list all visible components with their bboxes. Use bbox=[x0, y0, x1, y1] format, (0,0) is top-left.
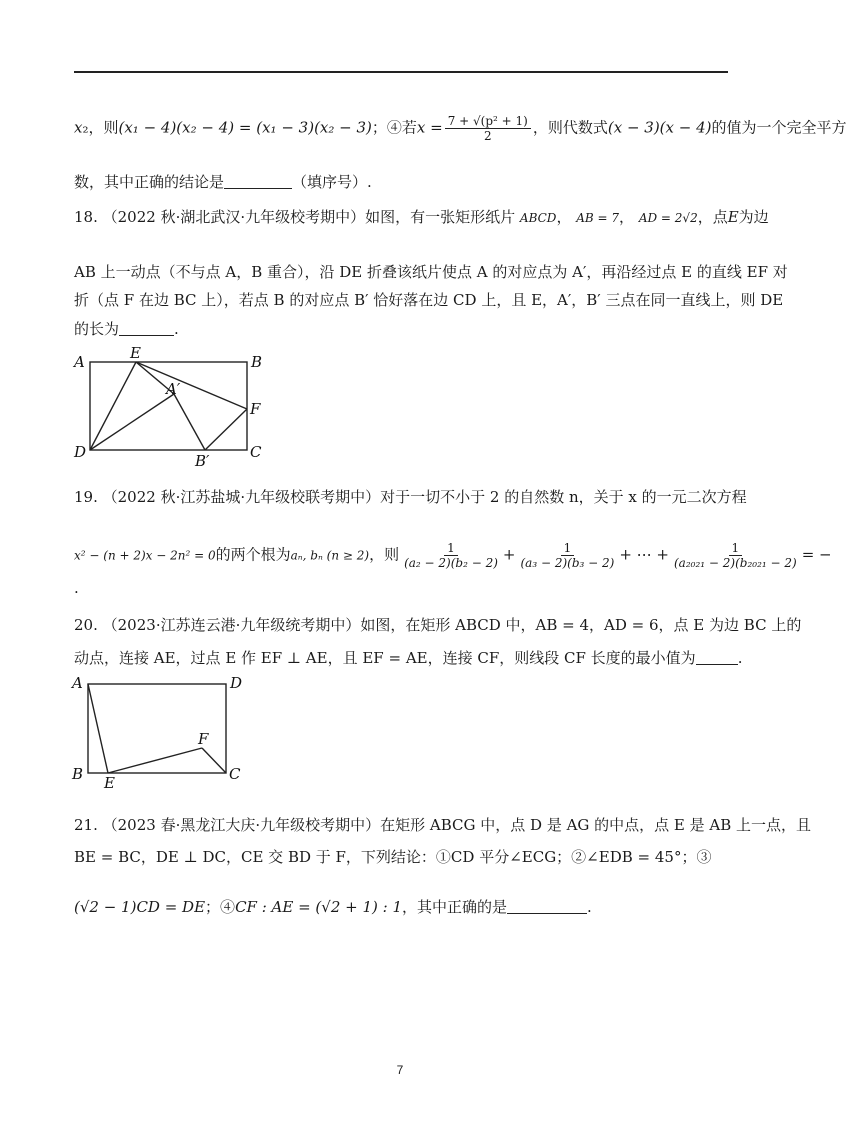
answer-blank[interactable] bbox=[696, 664, 738, 665]
var-x2: x bbox=[74, 118, 83, 137]
numerator: 1 bbox=[729, 541, 743, 556]
text: . bbox=[737, 649, 743, 667]
expression: (x − 3)(x − 4) bbox=[607, 118, 712, 137]
operator: + bbox=[502, 545, 516, 564]
question-number: 20. bbox=[74, 616, 98, 634]
q20-line-2 bbox=[74, 648, 742, 668]
text: 的两个根为 bbox=[215, 545, 291, 564]
operator: + ⋯ + bbox=[619, 545, 669, 564]
q18-figure bbox=[70, 340, 270, 470]
question-source: （2022 秋·湖北武汉·九年级校考期中） bbox=[102, 208, 366, 226]
text: 对于一切不小于 2 的自然数 n，关于 x 的一元二次方程 bbox=[380, 488, 747, 506]
question-number: 19. bbox=[74, 488, 98, 506]
var-x: x = bbox=[416, 118, 443, 137]
text: 数，其中正确的结论是 bbox=[74, 173, 225, 191]
text: ，其中正确的是 bbox=[402, 898, 508, 916]
segment-b1f bbox=[205, 409, 247, 450]
continuation-line-1 bbox=[74, 114, 847, 143]
label-a: A bbox=[72, 674, 83, 692]
fraction-3 bbox=[671, 541, 800, 570]
answer-blank[interactable] bbox=[224, 188, 292, 189]
text: . bbox=[174, 320, 179, 338]
label-f: F bbox=[250, 400, 261, 418]
text: ；④ bbox=[205, 898, 236, 916]
numerator: 1 bbox=[444, 541, 458, 556]
text: 在矩形 ABCG 中，点 D 是 AG 的中点，点 E 是 AB 上一点，且 bbox=[380, 816, 812, 834]
fraction bbox=[445, 114, 531, 143]
segment-a1b1 bbox=[174, 394, 205, 450]
math: AB = 7 bbox=[576, 211, 620, 225]
text: 动点，连接 AE，过点 E 作 EF ⊥ AE，且 EF = AE，连接 CF，则线段 CF 长度的最小值为 bbox=[74, 649, 696, 667]
label-e: E bbox=[104, 774, 115, 792]
math: AD = 2√2 bbox=[638, 211, 698, 225]
header-rule bbox=[74, 71, 728, 73]
text: ；④若 bbox=[371, 118, 417, 137]
math: ABCD bbox=[519, 211, 557, 225]
answer-blank[interactable] bbox=[507, 913, 587, 914]
numerator: 7 + √(p² + 1) bbox=[445, 114, 531, 129]
label-a: A bbox=[74, 353, 85, 371]
segment-de bbox=[90, 362, 136, 450]
q21-line-2: BE = BC，DE ⊥ DC，CE 交 BD 于 F，下列结论：①CD 平分∠ECG；②∠EDB = 45°；③ bbox=[74, 848, 712, 866]
text: ，点 bbox=[697, 208, 728, 226]
question-number: 21. bbox=[74, 816, 98, 834]
denominator: (a₃ − 2)(b₃ − 2) bbox=[520, 556, 615, 570]
question-number: 18. bbox=[74, 208, 98, 226]
text: ，则 bbox=[369, 545, 400, 564]
q19-line-1 bbox=[74, 487, 747, 507]
answer-blank[interactable] bbox=[119, 335, 174, 336]
segment-da1 bbox=[90, 394, 174, 450]
continuation-line-2 bbox=[74, 172, 372, 192]
text: . bbox=[587, 898, 592, 916]
q21-line-1 bbox=[74, 815, 811, 835]
label-f: F bbox=[198, 730, 209, 748]
page-number: 7 bbox=[396, 1063, 404, 1077]
label-d: D bbox=[230, 674, 243, 692]
question-source: （2022 秋·江苏盐城·九年级校联考期中） bbox=[102, 488, 381, 506]
equation: CF : AE = (√2 + 1) : 1 bbox=[235, 898, 403, 916]
roots: aₙ, bₙ (n ≥ 2) bbox=[290, 548, 370, 563]
segment-ae bbox=[88, 684, 108, 773]
text: 如图，在矩形 ABCD 中，AB = 4，AD = 6，点 E 为边 BC 上的 bbox=[360, 616, 802, 634]
q18-line-2: AB 上一动点（不与点 A，B 重合），沿 DE 折叠该纸片使点 A 的对应点为 A′，再沿经过点 E 的直线 EF 对 bbox=[74, 263, 788, 281]
q21-line-3 bbox=[74, 897, 592, 917]
label-b: B bbox=[251, 353, 263, 371]
tail: = − bbox=[801, 545, 832, 564]
text: 的长为 bbox=[74, 320, 120, 338]
text: 如图，有一张矩形纸片 bbox=[365, 208, 516, 226]
numerator: 1 bbox=[561, 541, 575, 556]
label-a-prime: A′ bbox=[166, 380, 181, 398]
question-source: （2023 春·黑龙江大庆·九年级校考期中） bbox=[102, 816, 381, 834]
label-c: C bbox=[250, 443, 262, 461]
text: 的值为一个完全平方 bbox=[711, 118, 847, 137]
q19-line-3: . bbox=[74, 579, 79, 597]
equation: x² − (n + 2)x − 2n² = 0 bbox=[74, 548, 216, 563]
segment-ef bbox=[136, 362, 247, 409]
q20-figure bbox=[70, 670, 255, 790]
label-e: E bbox=[130, 344, 141, 362]
label-d: D bbox=[74, 443, 87, 461]
denominator: 2 bbox=[483, 129, 492, 143]
q19-line-2 bbox=[74, 541, 832, 570]
q20-line-1 bbox=[74, 615, 801, 635]
equation: (x₁ − 4)(x₂ − 4) = (x₁ − 3)(x₂ − 3) bbox=[118, 118, 372, 137]
segment-fc bbox=[202, 748, 226, 773]
text: 为边 bbox=[738, 208, 769, 226]
denominator: (a₂₀₂₁ − 2)(b₂₀₂₁ − 2) bbox=[674, 556, 797, 570]
text: （填序号）. bbox=[292, 173, 372, 191]
fraction-1 bbox=[401, 541, 501, 570]
label-b-prime: B′ bbox=[195, 452, 210, 470]
q18-line-4 bbox=[74, 319, 179, 339]
math: E bbox=[727, 208, 739, 226]
text: ，则代数式 bbox=[532, 118, 608, 137]
equation: (√2 − 1)CD = DE bbox=[74, 898, 206, 916]
label-b: B bbox=[72, 765, 84, 783]
label-c: C bbox=[229, 765, 241, 783]
denominator: (a₂ − 2)(b₂ − 2) bbox=[404, 556, 498, 570]
fraction-2 bbox=[517, 541, 617, 570]
q18-line-3: 折（点 F 在边 BC 上），若点 B 的对应点 B′ 恰好落在边 CD 上，且 E，A′，B′ 三点在同一直线上，则 DE bbox=[74, 291, 784, 309]
text: ₂，则 bbox=[82, 118, 119, 137]
question-source: （2023·江苏连云港·九年级统考期中） bbox=[102, 616, 361, 634]
segment-ef bbox=[108, 748, 202, 773]
q18-line-1: 18. （2022 秋·湖北武汉·九年级校考期中）如图，有一张矩形纸片 ABCD， AB = 7， AD = 2√2，点E为边 bbox=[74, 208, 769, 226]
